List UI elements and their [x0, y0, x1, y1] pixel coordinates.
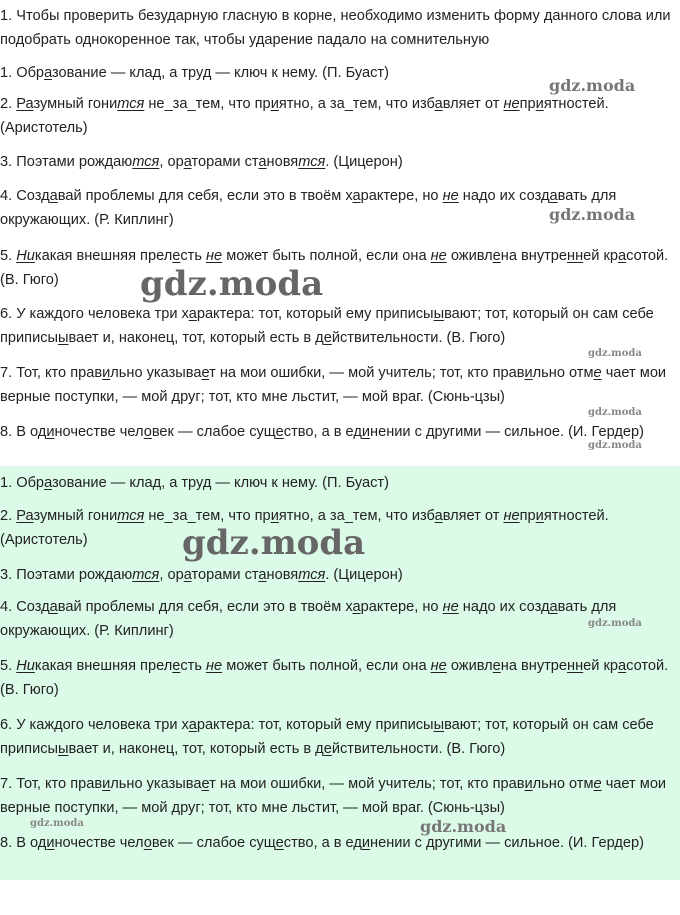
text-run: йствительности. (В. Гюго) — [331, 330, 506, 346]
text-run: льно отм — [532, 365, 594, 381]
marked-letters: нн — [567, 658, 584, 674]
text-run: 2. — [0, 508, 17, 524]
text-run: т на мои ошибки, — мой учитель; тот, кто прав — [209, 776, 525, 792]
text-run: пр — [519, 508, 536, 524]
text-run: 8. В од — [0, 424, 47, 440]
text-run: льно отм — [532, 776, 594, 792]
text-run: 5. — [0, 248, 17, 264]
text-run: 2. — [0, 96, 17, 112]
text-run: т на мои ошибки, — мой учитель; тот, кто прав — [209, 365, 525, 381]
text-run: 3. Поэтами рождаю — [0, 154, 133, 170]
sentence-3 — [0, 150, 678, 174]
marked-letters: Ни — [16, 658, 35, 674]
text-run: рактера: тот, который ему приписы — [196, 306, 434, 322]
marked-letters: и — [361, 835, 371, 851]
marked-letters: а — [352, 188, 361, 204]
text-run: вляет от — [442, 508, 504, 524]
marked-letters: и — [535, 96, 544, 112]
text-run: может быть полной, если она — [222, 248, 431, 264]
text-run: 7. Тот, кто прав — [0, 365, 103, 381]
text-run: ей кр — [583, 658, 618, 674]
text-run: . (Цицерон) — [325, 154, 403, 170]
text-run: век — слабое сущ — [151, 835, 276, 851]
text-run: нении с другими — сильное. (И. Гердер) — [370, 835, 644, 851]
text-run: 3. Поэтами рождаю — [0, 567, 133, 583]
text-run: вают; тот, который он сам себе приписы — [0, 717, 654, 757]
marked-letters: е — [492, 248, 501, 264]
text-run: льно указыва — [110, 776, 202, 792]
marked-letters: тся — [298, 154, 326, 170]
marked-letters: а — [183, 154, 192, 170]
text-run: какая внешняя прел — [34, 658, 173, 674]
text-run: 1. Обр — [0, 475, 45, 491]
marked-letters: а — [618, 658, 627, 674]
marked-letters: и — [102, 776, 111, 792]
marked-letters: и — [270, 508, 279, 524]
marked-letters: не — [430, 658, 447, 674]
text-run: ночестве чел — [54, 424, 144, 440]
marked-letters: ы — [433, 306, 445, 322]
text-run: рактере, но — [360, 599, 443, 615]
watermark: gdz.moda — [588, 618, 642, 629]
intro-paragraph: 1. Чтобы проверить безударную гласную в корне, необходимо изменить форму данного слова или подобрать однокоренное так, чтобы ударение падало на сомнительную — [0, 8, 671, 48]
sentence-5 — [0, 244, 678, 292]
marked-letters: а — [188, 717, 197, 733]
text-run: , ор — [159, 154, 184, 170]
text-run: 8. В од — [0, 835, 47, 851]
marked-letters: о — [143, 424, 152, 440]
watermark: gdz.moda — [420, 817, 507, 836]
marked-letters: а — [549, 188, 558, 204]
text-run: вать для окружающих. (Р. Киплинг) — [0, 599, 617, 639]
marked-letters: а — [25, 508, 34, 524]
text-run: надо их созд — [458, 188, 550, 204]
marked-letters: е — [275, 835, 284, 851]
text-run: пр — [519, 96, 536, 112]
text-run: вай проблемы для себя, если это в твоём х — [57, 599, 353, 615]
sentence-6-repeat — [0, 713, 678, 761]
text-run: ей кр — [583, 248, 618, 264]
text-run: оживл — [446, 248, 493, 264]
text-run: на внутре — [500, 248, 568, 264]
text-run: нении с другими — сильное. (И. Гердер) — [370, 424, 644, 440]
text-run: зумный гони — [33, 96, 118, 112]
sentence-7 — [0, 361, 678, 409]
text-run: сотой. (В. Гюго) — [0, 658, 669, 698]
marked-letters: а — [618, 248, 627, 264]
text-run: вают; тот, который он сам себе приписы — [0, 306, 654, 346]
text-run: не_за_тем, что пр — [144, 508, 271, 524]
marked-letters: а — [44, 475, 53, 491]
text-run: зование — клад, а труд — ключ к нему. (П. Буаст) — [52, 475, 389, 491]
text-run: , ор — [159, 567, 184, 583]
marked-letters: е — [593, 365, 602, 381]
text-run: на внутре — [500, 658, 568, 674]
watermark: gdz.moda — [588, 440, 642, 451]
marked-letters: Р — [16, 508, 26, 524]
marked-letters: не — [503, 508, 520, 524]
text-run: не_за_тем, что пр — [144, 96, 271, 112]
marked-letters: е — [201, 365, 210, 381]
marked-letters: е — [172, 658, 181, 674]
marked-letters: тся — [117, 96, 145, 112]
sentence-1-repeat — [0, 471, 678, 495]
text-run: ночестве чел — [54, 835, 144, 851]
marked-letters: и — [46, 424, 55, 440]
sentence-8 — [0, 420, 678, 444]
marked-letters: а — [352, 599, 361, 615]
text-run: рактера: тот, который ему приписы — [196, 717, 434, 733]
marked-letters: и — [46, 835, 55, 851]
marked-letters: тся — [132, 567, 160, 583]
marked-letters: е — [201, 776, 210, 792]
marked-letters: е — [492, 658, 501, 674]
sentence-4-repeat — [0, 595, 678, 643]
text-run: . (Цицерон) — [325, 567, 403, 583]
marked-letters: ы — [58, 741, 69, 757]
text-run: вает и, наконец, тот, который есть в д — [68, 741, 324, 757]
marked-letters: а — [549, 599, 558, 615]
marked-letters: не — [205, 658, 223, 674]
marked-letters: Ни — [16, 248, 35, 264]
marked-letters: е — [323, 330, 332, 346]
marked-letters: а — [258, 154, 267, 170]
marked-letters: е — [593, 776, 602, 792]
text-run: сть — [180, 658, 206, 674]
marked-letters: е — [172, 248, 181, 264]
sentence-6 — [0, 302, 678, 350]
marked-letters: а — [49, 599, 58, 615]
text-run: 4. Созд — [0, 188, 50, 204]
marked-letters: е — [275, 424, 284, 440]
text-run: сотой. (В. Гюго) — [0, 248, 669, 288]
text-run: вай проблемы для себя, если это в твоём х — [57, 188, 353, 204]
text-run: вляет от — [442, 96, 504, 112]
marked-letters: а — [44, 65, 53, 81]
marked-letters: и — [361, 424, 371, 440]
text-run: рактере, но — [360, 188, 443, 204]
marked-letters: Р — [16, 96, 26, 112]
sentence-7-repeat — [0, 772, 678, 820]
marked-letters: а — [183, 567, 192, 583]
marked-letters: ы — [433, 717, 445, 733]
marked-letters: а — [188, 306, 197, 322]
text-run: ятностей. (Аристотель) — [0, 508, 609, 548]
marked-letters: не — [503, 96, 520, 112]
text-run: 6. У каждого человека три х — [0, 717, 189, 733]
marked-letters: е — [323, 741, 332, 757]
marked-letters: а — [434, 508, 443, 524]
marked-letters: и — [524, 365, 533, 381]
text-run: 4. Созд — [0, 599, 50, 615]
text-run: новя — [266, 154, 299, 170]
marked-letters: тся — [132, 154, 160, 170]
watermark: gdz.moda — [588, 407, 642, 418]
text-run: сть — [180, 248, 206, 264]
marked-letters: не — [205, 248, 223, 264]
marked-letters: о — [143, 835, 152, 851]
sentence-3-repeat — [0, 563, 678, 587]
text-run: 5. — [0, 658, 17, 674]
marked-letters: а — [258, 567, 267, 583]
watermark: gdz.moda — [182, 523, 366, 563]
text-run: ятно, а за_тем, что изб — [278, 508, 435, 524]
marked-letters: тся — [298, 567, 326, 583]
marked-letters: не — [442, 188, 459, 204]
marked-letters: и — [270, 96, 279, 112]
marked-letters: и — [535, 508, 544, 524]
text-run: 1. Обр — [0, 65, 45, 81]
sentence-2 — [0, 92, 678, 140]
text-run: оживл — [446, 658, 493, 674]
text-run: торами ст — [191, 567, 259, 583]
marked-letters: а — [49, 188, 58, 204]
text-run: ятно, а за_тем, что изб — [278, 96, 435, 112]
text-run: какая внешняя прел — [34, 248, 173, 264]
marked-letters: не — [430, 248, 447, 264]
sentence-5-repeat — [0, 654, 678, 702]
watermark: gdz.moda — [549, 76, 636, 95]
watermark: gdz.moda — [30, 818, 84, 829]
text-run: ство, а в ед — [283, 424, 362, 440]
marked-letters: не — [442, 599, 459, 615]
text-run: торами ст — [191, 154, 259, 170]
text-run: чает мои верные поступки, — мой друг; тот, кто мне льстит, — мой враг. (Сюнь-цзы) — [0, 776, 667, 816]
text-run: зование — клад, а труд — ключ к нему. (П. Буаст) — [52, 65, 389, 81]
text-run: ятностей. (Аристотель) — [0, 96, 609, 136]
text-run: может быть полной, если она — [222, 658, 431, 674]
watermark: gdz.moda — [588, 348, 642, 359]
marked-letters: а — [25, 96, 34, 112]
text-run: новя — [266, 567, 299, 583]
text-run: йствительности. (В. Гюго) — [331, 741, 506, 757]
text-run: чает мои верные поступки, — мой друг; тот, кто мне льстит, — мой враг. (Сюнь-цзы) — [0, 365, 667, 405]
watermark: gdz.moda — [549, 205, 636, 224]
text-run: зумный гони — [33, 508, 118, 524]
text-run: вает и, наконец, тот, который есть в д — [68, 330, 324, 346]
sentence-8-repeat — [0, 831, 678, 855]
text-run: 7. Тот, кто прав — [0, 776, 103, 792]
marked-letters: нн — [567, 248, 584, 264]
marked-letters: а — [434, 96, 443, 112]
marked-letters: и — [524, 776, 533, 792]
text-run: век — слабое сущ — [151, 424, 276, 440]
watermark: gdz.moda — [140, 264, 324, 304]
text-run: льно указыва — [110, 365, 202, 381]
text-run: 6. У каждого человека три х — [0, 306, 189, 322]
marked-letters: ы — [58, 330, 69, 346]
text-run: надо их созд — [458, 599, 550, 615]
text-run: ство, а в ед — [283, 835, 362, 851]
marked-letters: тся — [117, 508, 145, 524]
marked-letters: и — [102, 365, 111, 381]
text-run: вать для окружающих. (Р. Киплинг) — [0, 188, 617, 228]
